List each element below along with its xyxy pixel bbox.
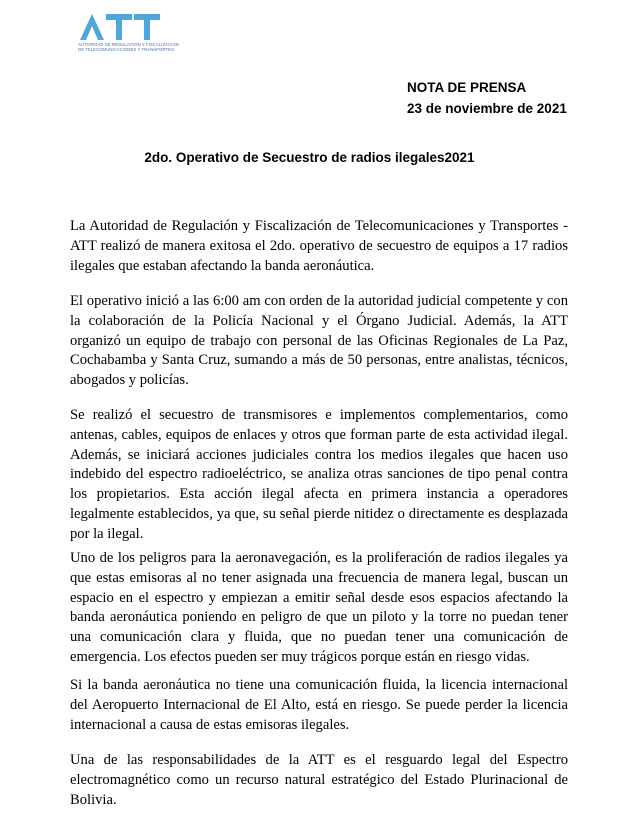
logo-caption-line2: DE TELECOMUNICACIONES Y TRANSPORTES <box>78 47 174 53</box>
att-wordmark-icon <box>78 12 162 42</box>
paragraph-2: El operativo inició a las 6:00 am con orden de la autoridad judicial competente y con la colaboración de la Policía Nacional y el Órgano Judicial. Además, la ATT organizó un equipo de trabajo con personal de las Oficinas Regionales de La Paz, Cochabamba y Santa Cruz, sumando a más de 50 personas, entre analistas, técnicos, abogados y policías. <box>70 293 568 389</box>
paragraph-3: Se realizó el secuestro de transmisores e implementos complementarios, como antenas, cables, equipos de enlaces y otros que forman parte de esta actividad ilegal. Además, se iniciará acciones judiciales contra los medios ilegales que hacen uso indebido del espectro radioeléctrico, se analiza otras sanciones de tipo penal contra los propietarios. Esta acción ilegal afecta en primera instancia a operadores legalmente establecidos, ya que, su señal pierde nitidez o directamente es desplazada por la ilegal. <box>70 407 568 542</box>
logo-caption <box>78 42 179 52</box>
paragraph-1: La Autoridad de Regulación y Fiscalización de Telecomunicaciones y Transportes -ATT realizó de manera exitosa el 2do. operativo de secuestro de equipos a 17 radios ilegales que estaban afectando la banda aeronáutica. <box>70 218 568 274</box>
paragraph-4: Uno de los peligros para la aeronavegación, es la proliferación de radios ilegales ya que estas emisoras al no tener asignada una frecuencia de manera legal, buscan un espacio en el espectro y empiezan a emitir señal desde esos espacios afectando la banda aeronáutica poniendo en peligro de que un piloto y la torre no puedan tener una comunicación clara y fluida, que no puedan tener una comunicación de emergencia. Los efectos pueden ser muy trágicos porque están en riesgo vidas. <box>70 550 568 665</box>
att-logo <box>78 12 198 62</box>
paragraph-5: Si la banda aeronáutica no tiene una comunicación fluida, la licencia internacional del Aeropuerto Internacional de El Alto, está en riesgo. Se puede perder la licencia internacional a causa de estas emisoras ilegales. <box>70 677 568 733</box>
paragraph-6: Una de las responsabilidades de la ATT es el resguardo legal del Espectro electromagnético como un recurso natural estratégico del Estado Plurinacional de Bolivia. <box>70 752 568 808</box>
press-release-label: NOTA DE PRENSA <box>407 80 527 95</box>
press-release-date: 23 de noviembre de 2021 <box>407 101 567 116</box>
logo-caption-line1: AUTORIDAD DE REGULACIÓN Y FISCALIZACIÓN <box>78 42 179 47</box>
document-title: 2do. Operativo de Secuestro de radios ilegales2021 <box>144 150 475 165</box>
